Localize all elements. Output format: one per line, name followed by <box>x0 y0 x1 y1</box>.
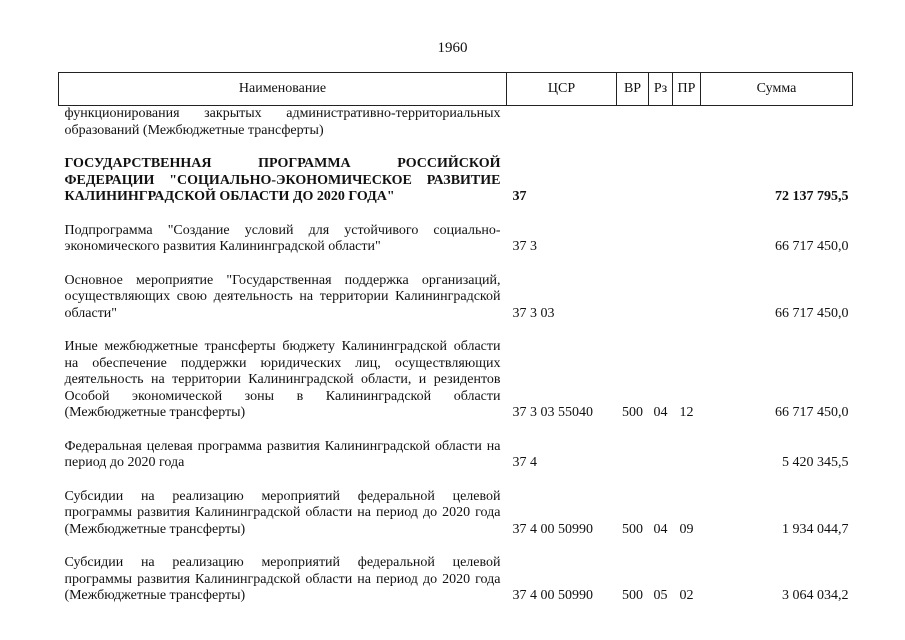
cell-sum: 3 064 034,2 <box>782 588 849 603</box>
header-pr: ПР <box>673 73 701 106</box>
cell-pr <box>673 143 701 210</box>
cell-vr <box>617 210 649 260</box>
cell-sum <box>701 106 853 144</box>
cell-sum: 5 420 345,5 <box>782 455 849 470</box>
cell-vr <box>617 106 649 144</box>
cell-name: Основное мероприятие "Государственная поддержка организаций, осуществляющих свою деятельность на территории Калининградской области" <box>64 272 501 321</box>
table-row <box>59 260 853 327</box>
cell-name: Субсидии на реализацию мероприятий федеральной целевой программы развития Калининградской области на период до 2020 года (Межбюджетные трансферты) <box>64 555 501 603</box>
budget-table <box>58 72 853 609</box>
cell-vr <box>617 143 649 210</box>
cell-name: Федеральная целевая программа развития Калининградской области на период до 2020 года <box>64 438 501 470</box>
cell-name: Подпрограмма "Создание условий для устойчивого социально-экономического развития Калининградской области" <box>64 222 501 254</box>
table-row <box>59 106 853 144</box>
cell-pr <box>673 210 701 260</box>
header-name: Наименование <box>59 73 507 106</box>
cell-csr <box>507 106 617 144</box>
cell-pr: 02 <box>679 588 694 603</box>
header-rz: Рз <box>649 73 673 106</box>
cell-rz <box>649 426 673 476</box>
table-row <box>59 426 853 476</box>
table-row <box>59 476 853 543</box>
cell-vr <box>617 426 649 476</box>
cell-vr: 500 <box>622 521 643 537</box>
cell-pr <box>673 106 701 144</box>
cell-csr: 37 4 00 50990 <box>512 521 593 537</box>
page-number: 1960 <box>437 40 468 56</box>
table-row <box>59 143 853 210</box>
cell-csr: 37 3 03 <box>512 305 555 321</box>
cell-rz <box>649 106 673 144</box>
table-row <box>59 326 853 426</box>
cell-sum: 66 717 450,0 <box>775 405 849 420</box>
cell-vr <box>617 260 649 327</box>
cell-csr: 37 4 00 50990 <box>512 588 593 603</box>
cell-name: Субсидии на реализацию мероприятий федеральной целевой программы развития Калининградской области на период до 2020 года (Межбюджетные трансферты) <box>64 488 501 537</box>
cell-sum: 66 717 450,0 <box>775 239 849 254</box>
cell-rz: 04 <box>653 521 668 537</box>
table-header-row <box>59 73 853 106</box>
cell-pr: 09 <box>679 521 694 537</box>
cell-vr: 500 <box>622 588 643 603</box>
header-sum: Сумма <box>701 73 853 106</box>
table-body <box>59 106 853 609</box>
cell-rz: 05 <box>653 588 668 603</box>
cell-name: функционирования закрытых административно-территориальных образований (Межбюджетные трансферты) <box>64 106 501 138</box>
cell-csr: 37 3 <box>512 239 537 254</box>
cell-rz: 04 <box>653 405 668 420</box>
cell-rz <box>649 260 673 327</box>
table-row <box>59 210 853 260</box>
cell-pr <box>673 426 701 476</box>
cell-csr: 37 3 03 55040 <box>512 405 593 420</box>
cell-pr: 12 <box>679 405 694 420</box>
table-row <box>59 542 853 609</box>
header-vr: ВР <box>617 73 649 106</box>
cell-sum: 66 717 450,0 <box>775 305 849 321</box>
cell-csr: 37 <box>512 189 527 204</box>
cell-name: ГОСУДАРСТВЕННАЯ ПРОГРАММА РОССИЙСКОЙ ФЕДЕРАЦИИ "СОЦИАЛЬНО-ЭКОНОМИЧЕСКОЕ РАЗВИТИЕ КАЛИНИНГРАДСКОЙ ОБЛАСТИ ДО 2020 ГОДА" <box>64 156 501 204</box>
cell-sum: 72 137 795,5 <box>775 189 849 204</box>
cell-rz <box>649 143 673 210</box>
cell-pr <box>673 260 701 327</box>
header-csr: ЦСР <box>507 73 617 106</box>
cell-csr: 37 4 <box>512 455 537 470</box>
cell-vr: 500 <box>622 405 643 420</box>
cell-sum: 1 934 044,7 <box>782 521 849 537</box>
cell-name: Иные межбюджетные трансферты бюджету Калининградской области на обеспечение поддержки юридических лиц, осуществляющих деятельность на территории Калининградской области, и резидентов Особой экономической зоны в Калининградской области (Межбюджетные трансферты) <box>64 339 501 420</box>
cell-rz <box>649 210 673 260</box>
